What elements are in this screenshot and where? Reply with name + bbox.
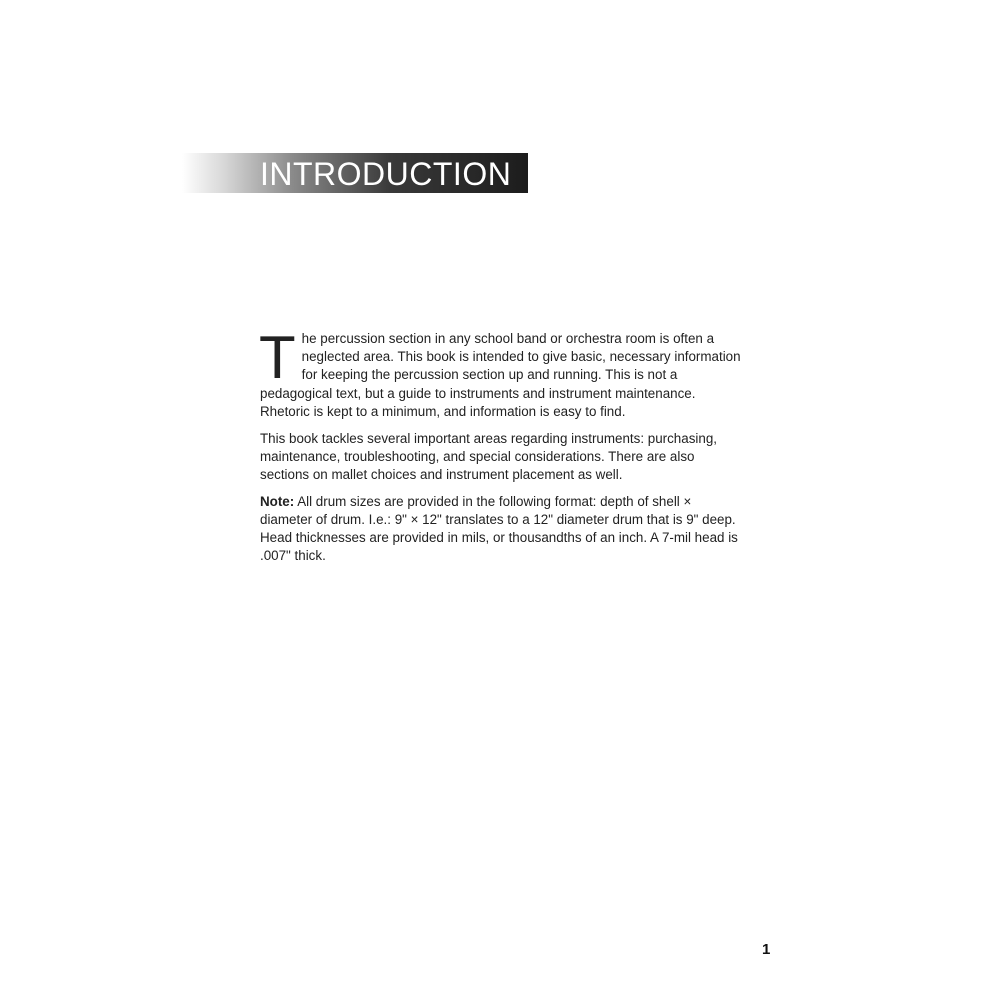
drop-cap: T <box>259 324 296 391</box>
page-title: INTRODUCTION <box>260 156 512 192</box>
body-text <box>259 324 744 574</box>
note-label: Note: <box>260 493 295 509</box>
page-number: 1 <box>762 941 771 958</box>
intro-paragraph <box>259 324 744 421</box>
intro-text: he percussion section in any school band or orchestra room is often a neglected area. This book is intended to give basic, necessary information for keeping the percussion section up and running. This is not a pedagogical text, but a guide to instruments and instrument maintenance. Rhetoric is kept to a minimum, and information is easy to find. <box>260 331 741 419</box>
note-paragraph <box>260 493 744 566</box>
note-text: All drum sizes are provided in the following format: depth of shell × diameter of drum. I.e.: 9" × 12" translates to a 12" diameter drum that is 9" deep. Head thicknesses are provided in mils, or thousandths of an inch. A 7-mil head is .007" thick. <box>260 493 738 564</box>
paragraph-2: This book tackles several important areas regarding instruments: purchasing, maintenance, troubleshooting, and special considerations. There are also sections on mallet choices and instrument placement as well. <box>260 430 717 482</box>
